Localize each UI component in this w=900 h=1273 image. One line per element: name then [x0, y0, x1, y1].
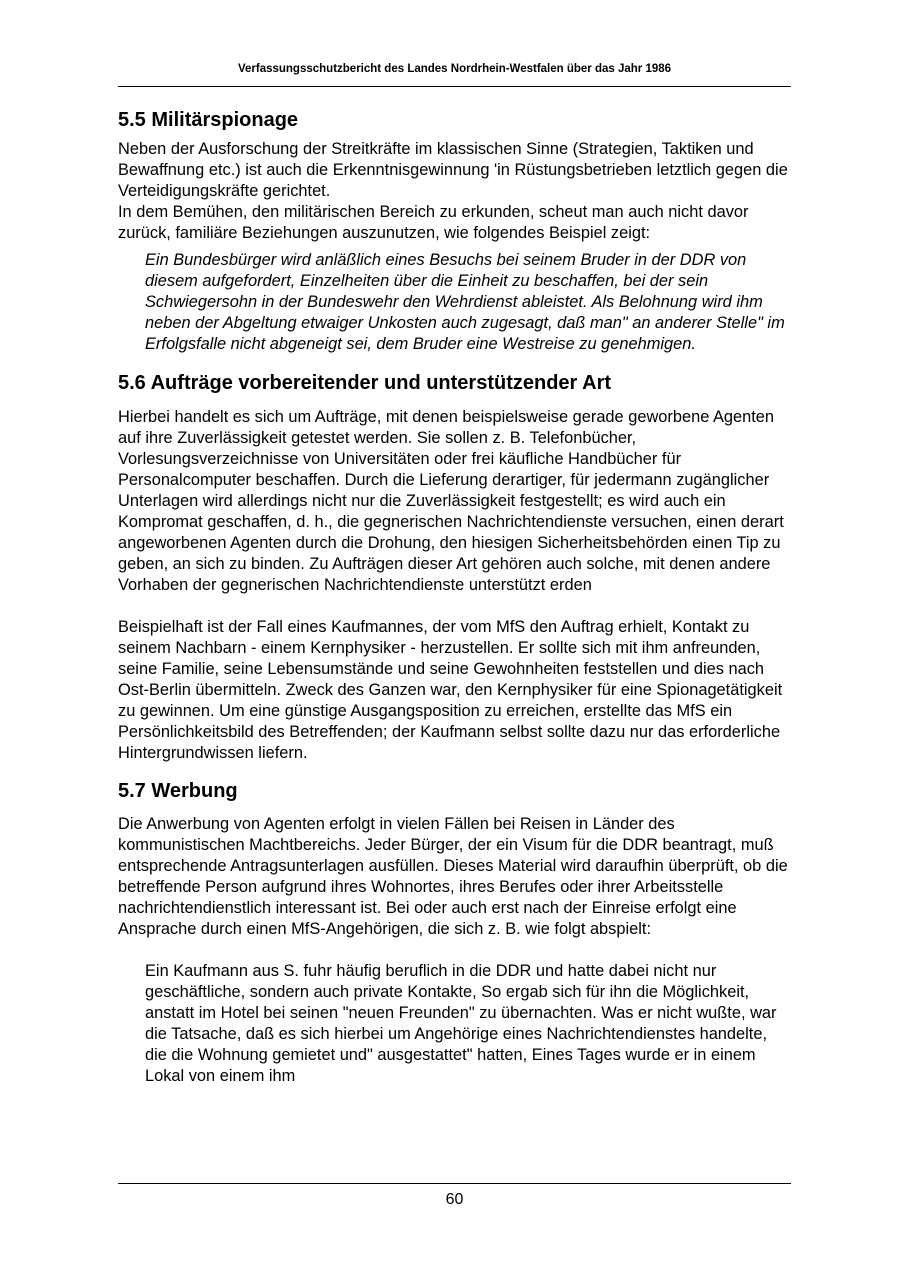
paragraph: Neben der Ausforschung der Streitkräfte im klassischen Sinne (Strategien, Taktiken und Bewaffnung etc.) ist auch die Erkenntnisgewinnung 'in Rüstungsbetrieben letztlich gegen die Verteidigungskräfte gerichtet.: [118, 140, 788, 200]
italic-quote: Ein Bundesbürger wird anläßlich eines Besuchs bei seinem Bruder in der DDR von diesem aufgefordert, Einzelheiten über die Einheit zu beschaffen, bei der sein Schwiegersohn in der Bundeswehr den Wehrdienst ableistet. Als Belohnung wird ihm neben der Abgeltung etwaiger Unkosten auch zugesagt, daß man" an anderer Stelle" im Erfolgsfalle nicht abgeneigt sei, dem Bruder eine Westreise zu genehmigen.: [145, 251, 785, 353]
paragraph: Beispielhaft ist der Fall eines Kaufmannes, der vom MfS den Auftrag erhielt, Kontakt zu seinem Nachbarn - einem Kernphysiker - herzustellen. Er sollte sich mit ihm anfreunden, seine Familie, seine Lebensumstände und seine Gewohnheiten feststellen und dies nach Ost-Berlin übermitteln. Zweck des Ganzen war, den Kernphysiker für eine Spionagetätigkeit zu gewinnen. Um eine günstige Ausgangsposition zu erreichen, erstellte das MfS ein Persönlichkeitsbild des Betreffenden; der Kaufmann selbst sollte dazu nur das erforderliche Hintergrundwissen liefern.: [118, 618, 783, 762]
running-head: Verfassungsschutzbericht des Landes Nordrhein-Westfalen über das Jahr 1986: [237, 63, 672, 75]
footer-rule: [118, 1183, 791, 1184]
page-content: [118, 106, 791, 1087]
section-heading-5-7: 5.7 Werbung: [118, 780, 238, 802]
page-number: 60: [445, 1191, 464, 1208]
header-rule: [118, 86, 791, 87]
section-heading-5-6: 5.6 Aufträge vorbereitender und unterstützender Art: [118, 372, 612, 394]
paragraph: Hierbei handelt es sich um Aufträge, mit denen beispielsweise gerade geworbene Agenten auf ihre Zuverlässigkeit getestet werden. Sie sollen z. B. Telefonbücher, Vorlesungsverzeichnisse von Universitäten oder frei käufliche Handbücher für Personalcomputer beschaffen. Durch die Lieferung derartiger, für jedermann zugänglicher Unterlagen wird allerdings nicht nur die Zuverlässigkeit festgestellt; es wird auch ein Kompromat geschaffen, d. h., die gegnerischen Nachrichtendienste versuchen, einen derart angeworbenen Agenten durch die Drohung, den hiesigen Sicherheitsbehörden einen Tip zu geben, an sich zu binden. Zu Aufträgen dieser Art gehören auch solche, mit denen andere Vorhaben der gegnerischen Nachrichtendienste unterstützt erden: [118, 408, 784, 594]
paragraph: In dem Bemühen, den militärischen Bereich zu erkunden, scheut man auch nicht davor zurück, familiäre Beziehungen auszunutzen, wie folgendes Beispiel zeigt:: [118, 203, 749, 242]
section-heading-5-5: 5.5 Militärspionage: [118, 109, 299, 131]
paragraph: Die Anwerbung von Agenten erfolgt in vielen Fällen bei Reisen in Länder des kommunistischen Machtbereichs. Jeder Bürger, der ein Visum für die DDR beantragt, muß entsprechende Antragsunterlagen ausfüllen. Dieses Material wird daraufhin überprüft, ob die betreffende Person aufgrund ihres Wohnortes, ihres Berufes oder ihrer Arbeitsstelle nachrichtendienstlich interessant ist. Bei oder auch erst nach der Einreise erfolgt eine Ansprache durch einen MfS-Angehörigen, die sich z. B. wie folgt abspielt:: [118, 815, 788, 938]
indented-quote: Ein Kaufmann aus S. fuhr häufig beruflich in die DDR und hatte dabei nicht nur geschäftliche, sondern auch private Kontakte, So ergab sich für ihn die Möglichkeit, anstatt im Hotel bei seinen "neuen Freunden" zu übernachten. Was er nicht wußte, war die Tatsache, daß es sich hierbei um Angehörige eines Nachrichtendienstes handelte, die die Wohnung gemietet und" ausgestattet" hatten, Eines Tages wurde er in einem Lokal von einem ihm: [145, 962, 777, 1085]
